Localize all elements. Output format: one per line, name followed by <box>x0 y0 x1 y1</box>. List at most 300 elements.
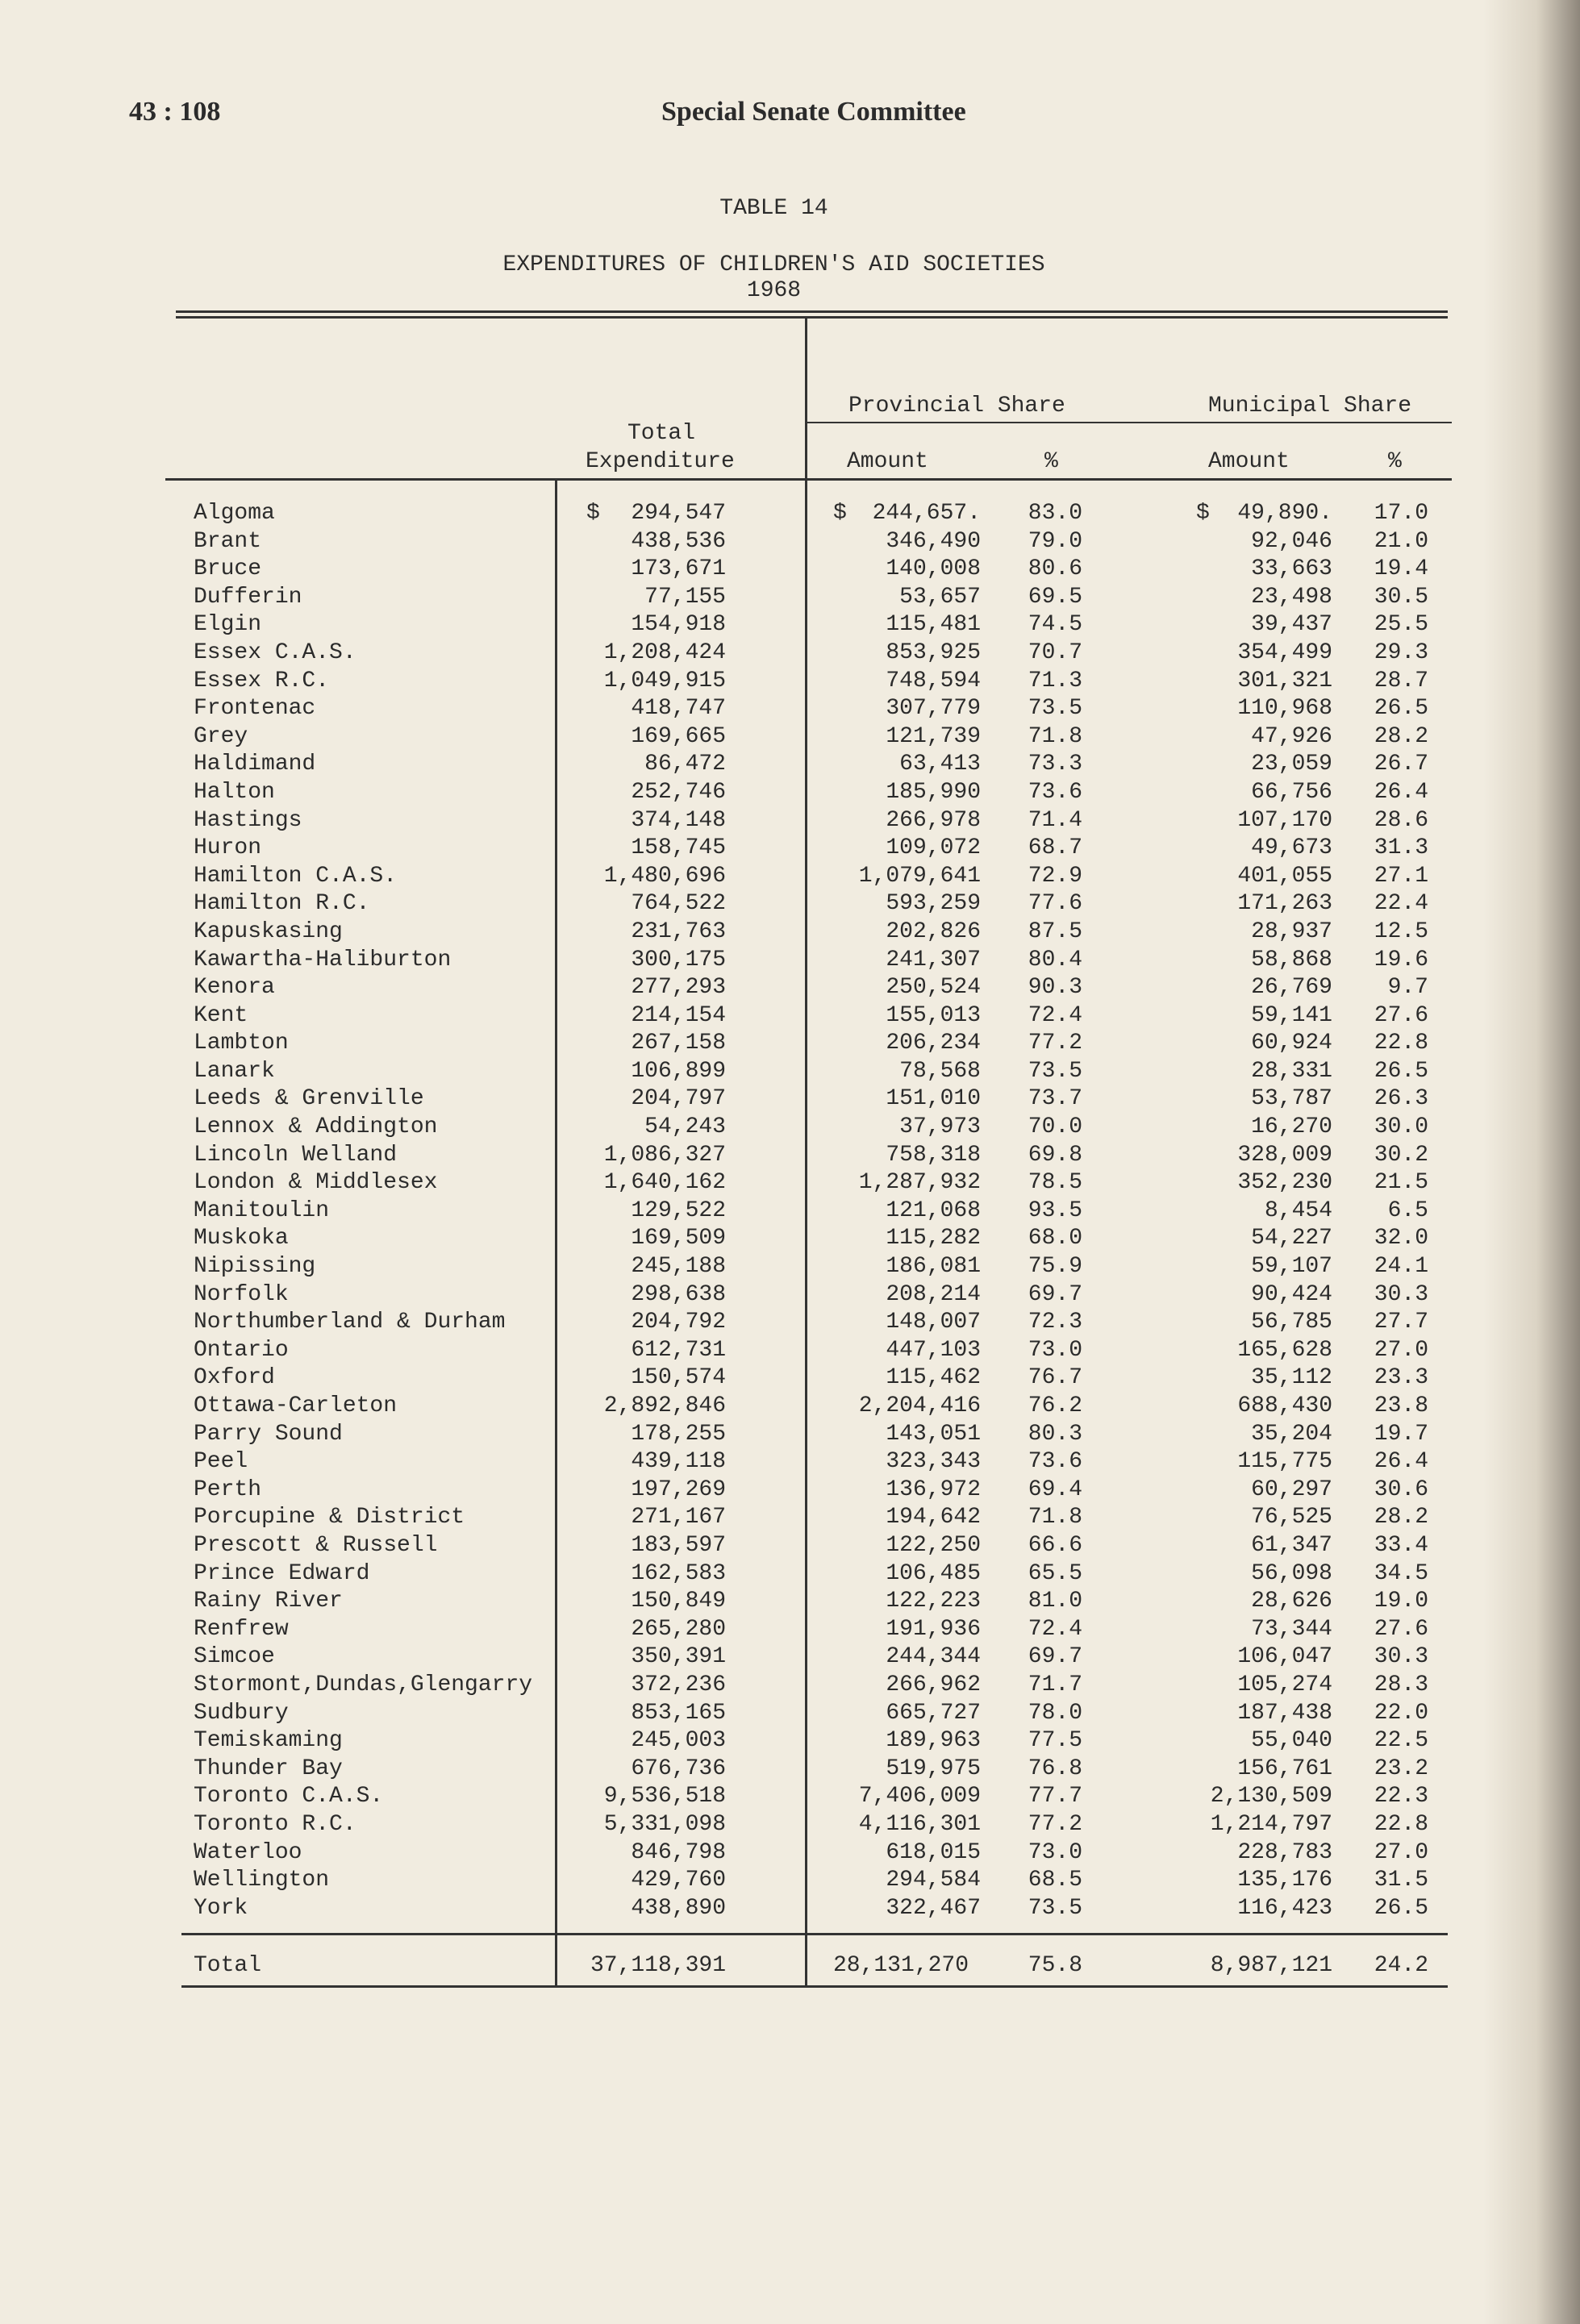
provincial-amount: 322,467 <box>886 1895 981 1921</box>
provincial-percent: 69.7 <box>1028 1281 1082 1307</box>
total-expenditure: 612,731 <box>631 1337 726 1363</box>
provincial-percent: 77.7 <box>1028 1784 1082 1810</box>
municipal-amount: 73,344 <box>1251 1616 1332 1642</box>
provincial-percent: 80.4 <box>1028 947 1082 972</box>
provincial-amount: 208,214 <box>886 1281 981 1307</box>
total-expenditure: 298,638 <box>631 1281 726 1307</box>
share-subheader-rule <box>807 422 1452 423</box>
grand-total-expenditure: 37,118,391 <box>590 1953 726 1978</box>
provincial-amount: 115,282 <box>886 1226 981 1252</box>
provincial-percent: 72.4 <box>1028 1002 1082 1028</box>
municipal-percent: 31.3 <box>1374 835 1428 861</box>
municipal-amount: 135,176 <box>1237 1868 1332 1893</box>
municipal-percent: 30.5 <box>1374 584 1428 610</box>
municipal-percent: 28.2 <box>1374 723 1428 749</box>
table-label: TABLE 14 <box>719 196 828 221</box>
provincial-amount: 323,343 <box>886 1449 981 1475</box>
society-name: Kawartha-Haliburton <box>194 947 452 972</box>
provincial-percent: 80.3 <box>1028 1421 1082 1447</box>
table-row <box>0 639 1580 668</box>
provincial-percent: 68.7 <box>1028 835 1082 861</box>
municipal-percent: 22.8 <box>1374 1811 1428 1837</box>
total-expenditure: 154,918 <box>631 612 726 638</box>
top-double-rule-2 <box>176 316 1448 319</box>
society-name: Stormont,Dundas,Glengarry <box>194 1672 533 1697</box>
municipal-percent: 22.3 <box>1374 1784 1428 1810</box>
provincial-amount: 63,413 <box>899 752 981 777</box>
provincial-percent: 73.5 <box>1028 1058 1082 1084</box>
grand-total-provincial-percent: 75.8 <box>1028 1953 1082 1978</box>
total-expenditure: 214,154 <box>631 1002 726 1028</box>
provincial-percent: 78.0 <box>1028 1700 1082 1726</box>
table-year: 1968 <box>746 278 802 303</box>
provincial-percent: 73.3 <box>1028 752 1082 777</box>
municipal-percent: 27.0 <box>1374 1337 1428 1363</box>
municipal-percent: 24.1 <box>1374 1254 1428 1280</box>
provincial-amount: 53,657 <box>899 584 981 610</box>
municipal-percent: 28.2 <box>1374 1505 1428 1531</box>
total-expenditure: 1,640,162 <box>603 1170 726 1196</box>
provincial-amount: 346,490 <box>886 528 981 554</box>
provincial-percent: 93.5 <box>1028 1197 1082 1223</box>
society-name: Waterloo <box>194 1839 302 1865</box>
society-name: Essex C.A.S. <box>194 639 356 665</box>
total-top-rule <box>181 1933 1448 1935</box>
municipal-amount: 23,498 <box>1251 584 1332 610</box>
grand-total-municipal-percent: 24.2 <box>1374 1953 1428 1978</box>
municipal-percent: 26.4 <box>1374 779 1428 805</box>
table-row <box>0 1225 1580 1253</box>
municipal-amount: 106,047 <box>1237 1644 1332 1670</box>
table-row <box>0 1169 1580 1197</box>
total-row <box>0 1953 1580 1982</box>
total-expenditure: 197,269 <box>631 1476 726 1502</box>
municipal-amount: 26,769 <box>1251 975 1332 1001</box>
society-name: Lanark <box>194 1058 275 1084</box>
table-row <box>0 668 1580 696</box>
total-expenditure: 252,746 <box>631 779 726 805</box>
table-row <box>0 1058 1580 1086</box>
society-name: Dufferin <box>194 584 302 610</box>
municipal-percent: 21.5 <box>1374 1170 1428 1196</box>
total-expenditure: 86,472 <box>644 752 726 777</box>
provincial-amount: 7,406,009 <box>858 1784 981 1810</box>
table-row <box>0 1142 1580 1170</box>
provincial-amount: 155,013 <box>886 1002 981 1028</box>
municipal-amount: 55,040 <box>1251 1728 1332 1754</box>
table-row <box>0 779 1580 807</box>
provincial-amount: 37,973 <box>899 1114 981 1140</box>
municipal-percent: 19.4 <box>1374 556 1428 582</box>
table-row <box>0 918 1580 947</box>
total-expenditure: 1,086,327 <box>603 1142 726 1168</box>
municipal-percent: 31.5 <box>1374 1868 1428 1893</box>
society-name: Hastings <box>194 807 302 833</box>
municipal-percent: 17.0 <box>1374 501 1428 526</box>
society-name: Hamilton C.A.S. <box>194 863 398 889</box>
municipal-amount: 1,214,797 <box>1210 1811 1332 1837</box>
society-name: Northumberland & Durham <box>194 1310 506 1335</box>
total-expenditure: 267,158 <box>631 1031 726 1056</box>
municipal-percent: 26.5 <box>1374 696 1428 722</box>
municipal-amount: 115,775 <box>1237 1449 1332 1475</box>
municipal-percent: 22.8 <box>1374 1031 1428 1056</box>
provincial-percent: 87.5 <box>1028 918 1082 944</box>
provincial-percent: 77.2 <box>1028 1811 1082 1837</box>
municipal-percent: 26.5 <box>1374 1895 1428 1921</box>
society-name: Kapuskasing <box>194 918 343 944</box>
provincial-amount: 194,642 <box>886 1505 981 1531</box>
municipal-percent: 30.3 <box>1374 1281 1428 1307</box>
municipal-percent: 23.3 <box>1374 1365 1428 1391</box>
total-dollar-sign: $ <box>586 501 600 526</box>
total-expenditure: 129,522 <box>631 1197 726 1223</box>
provincial-percent: 90.3 <box>1028 975 1082 1001</box>
provincial-amount: 519,975 <box>886 1755 981 1781</box>
table-row <box>0 1337 1580 1365</box>
society-name: Perth <box>194 1476 262 1502</box>
table-row <box>0 695 1580 723</box>
municipal-percent: 23.2 <box>1374 1755 1428 1781</box>
municipal-amount: 171,263 <box>1237 891 1332 917</box>
society-name: Oxford <box>194 1365 275 1391</box>
total-expenditure: 183,597 <box>631 1532 726 1558</box>
provincial-percent: 77.5 <box>1028 1728 1082 1754</box>
municipal-percent: 26.3 <box>1374 1086 1428 1112</box>
municipal-amount: 28,937 <box>1251 918 1332 944</box>
total-expenditure: 438,536 <box>631 528 726 554</box>
municipal-percent: 21.0 <box>1374 528 1428 554</box>
municipal-amount: 54,227 <box>1251 1226 1332 1252</box>
society-name: Hamilton R.C. <box>194 891 370 917</box>
provincial-amount: 266,962 <box>886 1672 981 1697</box>
municipal-percent: 29.3 <box>1374 639 1428 665</box>
provincial-percent: 72.9 <box>1028 863 1082 889</box>
municipal-amount: 688,430 <box>1237 1393 1332 1418</box>
total-expenditure: 1,049,915 <box>603 668 726 693</box>
total-expenditure: 271,167 <box>631 1505 726 1531</box>
provincial-amount: 294,584 <box>886 1868 981 1893</box>
table-row <box>0 611 1580 639</box>
municipal-amount: 352,230 <box>1237 1170 1332 1196</box>
total-expenditure: 173,671 <box>631 556 726 582</box>
provincial-amount: 106,485 <box>886 1560 981 1586</box>
society-name: Grey <box>194 723 248 749</box>
provincial-percent: 71.3 <box>1028 668 1082 693</box>
municipal-amount: 49,673 <box>1251 835 1332 861</box>
municipal-amount: 354,499 <box>1237 639 1332 665</box>
page-number: 43 : 108 <box>129 97 221 127</box>
provincial-percent: 66.6 <box>1028 1532 1082 1558</box>
municipal-dollar-sign: $ <box>1196 501 1210 526</box>
municipal-percent: 28.3 <box>1374 1672 1428 1697</box>
total-expenditure: 231,763 <box>631 918 726 944</box>
municipal-percent: 33.4 <box>1374 1532 1428 1558</box>
society-name: Toronto C.A.S. <box>194 1784 384 1810</box>
provincial-amount: 121,068 <box>886 1197 981 1223</box>
table-row <box>0 1393 1580 1421</box>
society-name: Kenora <box>194 975 275 1001</box>
total-expenditure: 846,798 <box>631 1839 726 1865</box>
table-row <box>0 500 1580 528</box>
table-row <box>0 723 1580 752</box>
municipal-amount: 187,438 <box>1237 1700 1332 1726</box>
table-row <box>0 1783 1580 1811</box>
table-row <box>0 1727 1580 1755</box>
provincial-percent: 71.8 <box>1028 723 1082 749</box>
society-name: Huron <box>194 835 262 861</box>
society-name: London & Middlesex <box>194 1170 438 1196</box>
table-row <box>0 1309 1580 1337</box>
provincial-percent: 69.4 <box>1028 1476 1082 1502</box>
total-expenditure: 374,148 <box>631 807 726 833</box>
municipal-amount: 56,098 <box>1251 1560 1332 1586</box>
provincial-amount: 122,250 <box>886 1532 981 1558</box>
provincial-percent: 73.0 <box>1028 1337 1082 1363</box>
municipal-percent: 19.7 <box>1374 1421 1428 1447</box>
society-name: Renfrew <box>194 1616 289 1642</box>
provincial-percent: 68.5 <box>1028 1868 1082 1893</box>
municipal-amount: 228,783 <box>1237 1839 1332 1865</box>
total-expenditure: 204,792 <box>631 1310 726 1335</box>
header-municipal-amount: Amount <box>1208 449 1290 474</box>
total-expenditure: 853,165 <box>631 1700 726 1726</box>
table-row <box>0 1560 1580 1589</box>
table-row <box>0 1002 1580 1031</box>
total-expenditure: 245,188 <box>631 1254 726 1280</box>
provincial-percent: 70.0 <box>1028 1114 1082 1140</box>
municipal-amount: 35,112 <box>1251 1365 1332 1391</box>
provincial-amount: 115,481 <box>886 612 981 638</box>
table-row <box>0 1114 1580 1142</box>
society-name: Temiskaming <box>194 1728 343 1754</box>
municipal-amount: 47,926 <box>1251 723 1332 749</box>
table-row <box>0 1253 1580 1281</box>
municipal-amount: 53,787 <box>1251 1086 1332 1112</box>
header-provincial-share: Provincial Share <box>848 394 1065 419</box>
provincial-percent: 83.0 <box>1028 501 1082 526</box>
provincial-percent: 73.5 <box>1028 696 1082 722</box>
municipal-percent: 22.4 <box>1374 891 1428 917</box>
provincial-percent: 75.9 <box>1028 1254 1082 1280</box>
table-row <box>0 807 1580 835</box>
provincial-amount: 665,727 <box>886 1700 981 1726</box>
grand-total-provincial-amount: 28,131,270 <box>832 1953 969 1978</box>
society-name: Simcoe <box>194 1644 275 1670</box>
provincial-percent: 76.7 <box>1028 1365 1082 1391</box>
table-title: EXPENDITURES OF CHILDREN'S AID SOCIETIES <box>502 252 1045 277</box>
municipal-percent: 22.0 <box>1374 1700 1428 1726</box>
society-name: York <box>194 1895 248 1921</box>
municipal-amount: 116,423 <box>1237 1895 1332 1921</box>
total-expenditure: 764,522 <box>631 891 726 917</box>
provincial-amount: 206,234 <box>886 1031 981 1056</box>
society-name: Halton <box>194 779 275 805</box>
total-expenditure: 178,255 <box>631 1421 726 1447</box>
provincial-amount: 1,079,641 <box>858 863 981 889</box>
municipal-amount: 60,297 <box>1251 1476 1332 1502</box>
municipal-percent: 28.7 <box>1374 668 1428 693</box>
municipal-percent: 19.6 <box>1374 947 1428 972</box>
total-expenditure: 438,890 <box>631 1895 726 1921</box>
provincial-amount: 186,081 <box>886 1254 981 1280</box>
table-row <box>0 1839 1580 1868</box>
society-name: Lincoln Welland <box>194 1142 398 1168</box>
provincial-percent: 77.2 <box>1028 1031 1082 1056</box>
municipal-percent: 27.6 <box>1374 1616 1428 1642</box>
municipal-amount: 105,274 <box>1237 1672 1332 1697</box>
society-name: Prince Edward <box>194 1560 370 1586</box>
society-name: Elgin <box>194 612 262 638</box>
municipal-amount: 2,130,509 <box>1210 1784 1332 1810</box>
provincial-percent: 71.8 <box>1028 1505 1082 1531</box>
total-expenditure: 77,155 <box>644 584 726 610</box>
provincial-amount: 748,594 <box>886 668 981 693</box>
top-double-rule-1 <box>176 310 1448 313</box>
provincial-amount: 241,307 <box>886 947 981 972</box>
municipal-amount: 66,756 <box>1251 779 1332 805</box>
municipal-percent: 26.5 <box>1374 1058 1428 1084</box>
table-row <box>0 528 1580 556</box>
provincial-percent: 76.8 <box>1028 1755 1082 1781</box>
society-name: Wellington <box>194 1868 330 1893</box>
society-name: Brant <box>194 528 262 554</box>
provincial-amount: 618,015 <box>886 1839 981 1865</box>
table-row <box>0 890 1580 918</box>
provincial-amount: 853,925 <box>886 639 981 665</box>
municipal-amount: 39,437 <box>1251 612 1332 638</box>
total-expenditure: 676,736 <box>631 1755 726 1781</box>
society-name: Sudbury <box>194 1700 289 1726</box>
table-row <box>0 556 1580 584</box>
provincial-percent: 77.6 <box>1028 891 1082 917</box>
municipal-percent: 6.5 <box>1387 1197 1428 1223</box>
society-name: Thunder Bay <box>194 1755 343 1781</box>
provincial-percent: 73.7 <box>1028 1086 1082 1112</box>
municipal-percent: 30.0 <box>1374 1114 1428 1140</box>
municipal-amount: 49,890. <box>1237 501 1332 526</box>
provincial-amount: 4,116,301 <box>858 1811 981 1837</box>
provincial-percent: 72.4 <box>1028 1616 1082 1642</box>
total-expenditure: 2,892,846 <box>603 1393 726 1418</box>
provincial-percent: 69.8 <box>1028 1142 1082 1168</box>
table-row <box>0 1364 1580 1393</box>
total-expenditure: 169,665 <box>631 723 726 749</box>
provincial-amount: 121,739 <box>886 723 981 749</box>
society-name: Porcupine & District <box>194 1505 465 1531</box>
municipal-amount: 35,204 <box>1251 1421 1332 1447</box>
table-row <box>0 1672 1580 1700</box>
municipal-percent: 32.0 <box>1374 1226 1428 1252</box>
total-expenditure: 5,331,098 <box>603 1811 726 1837</box>
provincial-percent: 81.0 <box>1028 1589 1082 1614</box>
provincial-amount: 1,287,932 <box>858 1170 981 1196</box>
municipal-amount: 59,107 <box>1251 1254 1332 1280</box>
total-expenditure: 265,280 <box>631 1616 726 1642</box>
table-row <box>0 584 1580 612</box>
society-name: Parry Sound <box>194 1421 343 1447</box>
table-row <box>0 947 1580 975</box>
running-head <box>0 97 1580 137</box>
society-name: Leeds & Grenville <box>194 1086 424 1112</box>
provincial-amount: 2,204,416 <box>858 1393 981 1418</box>
total-expenditure: 1,480,696 <box>603 863 726 889</box>
provincial-amount: 447,103 <box>886 1337 981 1363</box>
society-name: Prescott & Russell <box>194 1532 438 1558</box>
municipal-amount: 92,046 <box>1251 528 1332 554</box>
grand-total-municipal-amount: 8,987,121 <box>1210 1953 1332 1978</box>
municipal-percent: 9.7 <box>1387 975 1428 1001</box>
municipal-percent: 28.6 <box>1374 807 1428 833</box>
municipal-percent: 22.5 <box>1374 1728 1428 1754</box>
provincial-amount: 307,779 <box>886 696 981 722</box>
provincial-percent: 71.7 <box>1028 1672 1082 1697</box>
provincial-percent: 78.5 <box>1028 1170 1082 1196</box>
municipal-percent: 25.5 <box>1374 612 1428 638</box>
total-expenditure: 1,208,424 <box>603 639 726 665</box>
table-row <box>0 1616 1580 1644</box>
municipal-amount: 76,525 <box>1251 1505 1332 1531</box>
total-expenditure: 158,745 <box>631 835 726 861</box>
table-row <box>0 1476 1580 1505</box>
table-row <box>0 1755 1580 1784</box>
society-name: Ottawa-Carleton <box>194 1393 398 1418</box>
municipal-percent: 23.8 <box>1374 1393 1428 1418</box>
society-name: Ontario <box>194 1337 289 1363</box>
table-row <box>0 863 1580 891</box>
total-expenditure: 277,293 <box>631 975 726 1001</box>
society-name: Nipissing <box>194 1254 316 1280</box>
provincial-amount: 122,223 <box>886 1589 981 1614</box>
municipal-percent: 27.6 <box>1374 1002 1428 1028</box>
table-body <box>0 500 1580 1922</box>
provincial-percent: 70.7 <box>1028 639 1082 665</box>
total-expenditure: 54,243 <box>644 1114 726 1140</box>
provincial-amount: 78,568 <box>899 1058 981 1084</box>
society-name: Norfolk <box>194 1281 289 1307</box>
total-expenditure: 245,003 <box>631 1728 726 1754</box>
header-provincial-amount: Amount <box>847 449 928 474</box>
municipal-amount: 58,868 <box>1251 947 1332 972</box>
provincial-percent: 69.5 <box>1028 584 1082 610</box>
society-name: Muskoka <box>194 1226 289 1252</box>
municipal-amount: 28,626 <box>1251 1589 1332 1614</box>
publication-title: Special Senate Committee <box>661 97 966 127</box>
municipal-amount: 23,059 <box>1251 752 1332 777</box>
provincial-amount: 189,963 <box>886 1728 981 1754</box>
table-row <box>0 1895 1580 1923</box>
municipal-amount: 16,270 <box>1251 1114 1332 1140</box>
header-provincial-percent: % <box>1044 449 1058 474</box>
municipal-amount: 301,321 <box>1237 668 1332 693</box>
provincial-percent: 74.5 <box>1028 612 1082 638</box>
municipal-amount: 165,628 <box>1237 1337 1332 1363</box>
municipal-amount: 156,761 <box>1237 1755 1332 1781</box>
total-expenditure: 9,536,518 <box>603 1784 726 1810</box>
municipal-percent: 27.7 <box>1374 1310 1428 1335</box>
provincial-percent: 72.3 <box>1028 1310 1082 1335</box>
municipal-amount: 28,331 <box>1251 1058 1332 1084</box>
table-row <box>0 1504 1580 1532</box>
society-name: Frontenac <box>194 696 316 722</box>
provincial-amount: 148,007 <box>886 1310 981 1335</box>
municipal-amount: 33,663 <box>1251 556 1332 582</box>
provincial-amount: 244,344 <box>886 1644 981 1670</box>
total-expenditure: 439,118 <box>631 1449 726 1475</box>
municipal-amount: 8,454 <box>1264 1197 1332 1223</box>
society-name: Manitoulin <box>194 1197 330 1223</box>
header-municipal-percent: % <box>1388 449 1402 474</box>
